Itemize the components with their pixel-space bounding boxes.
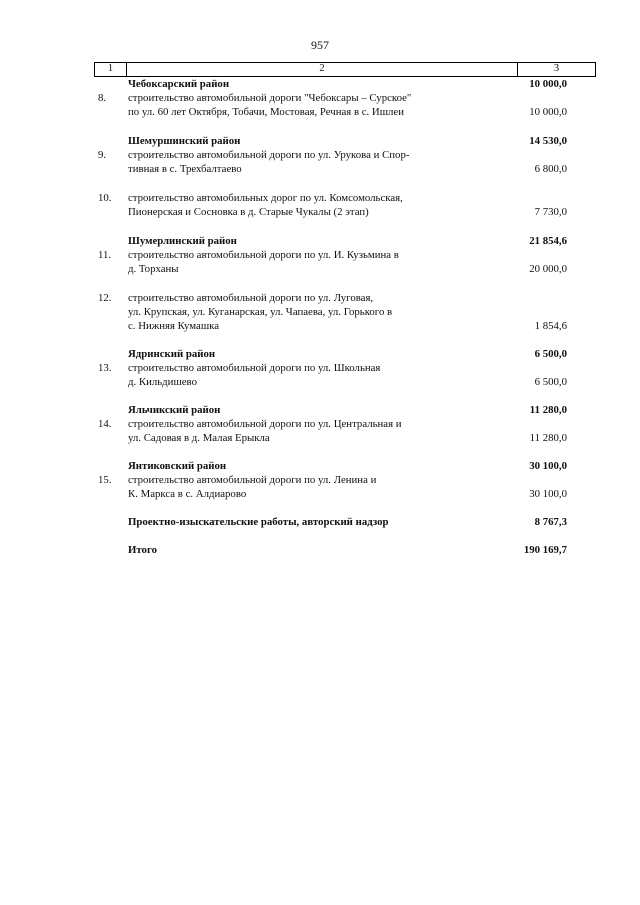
design-works-label: Проектно-изыскательские работы, авторский надзор bbox=[128, 516, 389, 528]
table-row bbox=[94, 291, 596, 333]
district-row bbox=[94, 459, 596, 473]
design-works-row bbox=[94, 515, 596, 529]
table-row bbox=[94, 417, 596, 445]
header-col-2: 2 bbox=[127, 63, 518, 76]
total-amount: 190 169,7 bbox=[523, 544, 567, 556]
table-row bbox=[94, 191, 596, 219]
budget-table bbox=[94, 62, 596, 557]
table-row bbox=[94, 148, 596, 176]
table-header bbox=[94, 62, 596, 77]
row-amount: 30 100,0 bbox=[529, 488, 567, 500]
district-amount: 6 500,0 bbox=[534, 348, 567, 360]
row-number: 15. bbox=[98, 474, 112, 486]
district-name: Яльчикский район bbox=[128, 404, 221, 416]
row-description: строительство автомобильной дороги по ул. Луговая, ул. Крупская, ул. Куганарская, ул. Чапаева, ул. Горького в с. Нижняя Кумашка bbox=[128, 292, 393, 332]
district-name: Шемуршинский район bbox=[128, 135, 241, 147]
header-col-1: 1 bbox=[95, 63, 127, 76]
district-amount: 30 100,0 bbox=[529, 460, 567, 472]
row-amount: 20 000,0 bbox=[529, 263, 567, 275]
row-number: 10. bbox=[98, 192, 112, 204]
row-description: строительство автомобильной дороги по ул. Ленина и К. Маркса в с. Алдиарово bbox=[128, 474, 377, 500]
district-row bbox=[94, 403, 596, 417]
row-description: строительство автомобильной дороги по ул. Урукова и Спор- тивная в с. Трехбалтаево bbox=[128, 149, 410, 175]
row-description: строительство автомобильных дорог по ул. Комсомольская, Пионерская и Сосновка в д. Старые Чукалы (2 этап) bbox=[128, 192, 403, 218]
district-name: Янтиковский район bbox=[128, 460, 227, 472]
row-description: строительство автомобильной дороги по ул. Центральная и ул. Садовая в д. Малая Ерыкла bbox=[128, 418, 402, 444]
row-description: строительство автомобильной дороги по ул. И. Кузьмина в д. Торханы bbox=[128, 249, 399, 275]
district-name: Ядринский район bbox=[128, 348, 216, 360]
district-amount: 14 530,0 bbox=[529, 135, 567, 147]
total-row bbox=[94, 543, 596, 557]
district-name: Шумерлинский район bbox=[128, 235, 237, 247]
district-amount: 11 280,0 bbox=[529, 404, 567, 416]
row-number: 13. bbox=[98, 362, 112, 374]
row-number: 9. bbox=[98, 149, 107, 161]
row-amount: 11 280,0 bbox=[529, 432, 567, 444]
row-description: строительство автомобильной дороги по ул. Школьная д. Кильдишево bbox=[128, 362, 381, 388]
district-name: Чебоксарский район bbox=[128, 78, 230, 90]
row-number: 12. bbox=[98, 292, 112, 304]
row-number: 8. bbox=[98, 92, 107, 104]
district-amount: 10 000,0 bbox=[529, 78, 567, 90]
table-row bbox=[94, 361, 596, 389]
row-number: 14. bbox=[98, 418, 112, 430]
district-row bbox=[94, 134, 596, 148]
table-row bbox=[94, 248, 596, 276]
row-number: 11. bbox=[98, 249, 112, 261]
total-label: Итого bbox=[128, 544, 157, 556]
district-row bbox=[94, 234, 596, 248]
page-number: 957 bbox=[311, 38, 329, 52]
row-amount: 10 000,0 bbox=[529, 106, 567, 118]
header-col-3: 3 bbox=[553, 63, 560, 74]
row-description: строительство автомобильной дороги "Чебоксары – Сурское" по ул. 60 лет Октября, Тобачи, Мостовая, Речная в с. Ишлеи bbox=[128, 92, 412, 118]
design-works-amount: 8 767,3 bbox=[534, 516, 567, 528]
row-amount: 6 800,0 bbox=[534, 163, 567, 175]
district-amount: 21 854,6 bbox=[529, 235, 567, 247]
table-row bbox=[94, 91, 596, 119]
row-amount: 6 500,0 bbox=[534, 376, 567, 388]
row-amount: 1 854,6 bbox=[534, 320, 567, 332]
district-row bbox=[94, 77, 596, 91]
row-amount: 7 730,0 bbox=[534, 206, 567, 218]
table-row bbox=[94, 473, 596, 501]
district-row bbox=[94, 347, 596, 361]
